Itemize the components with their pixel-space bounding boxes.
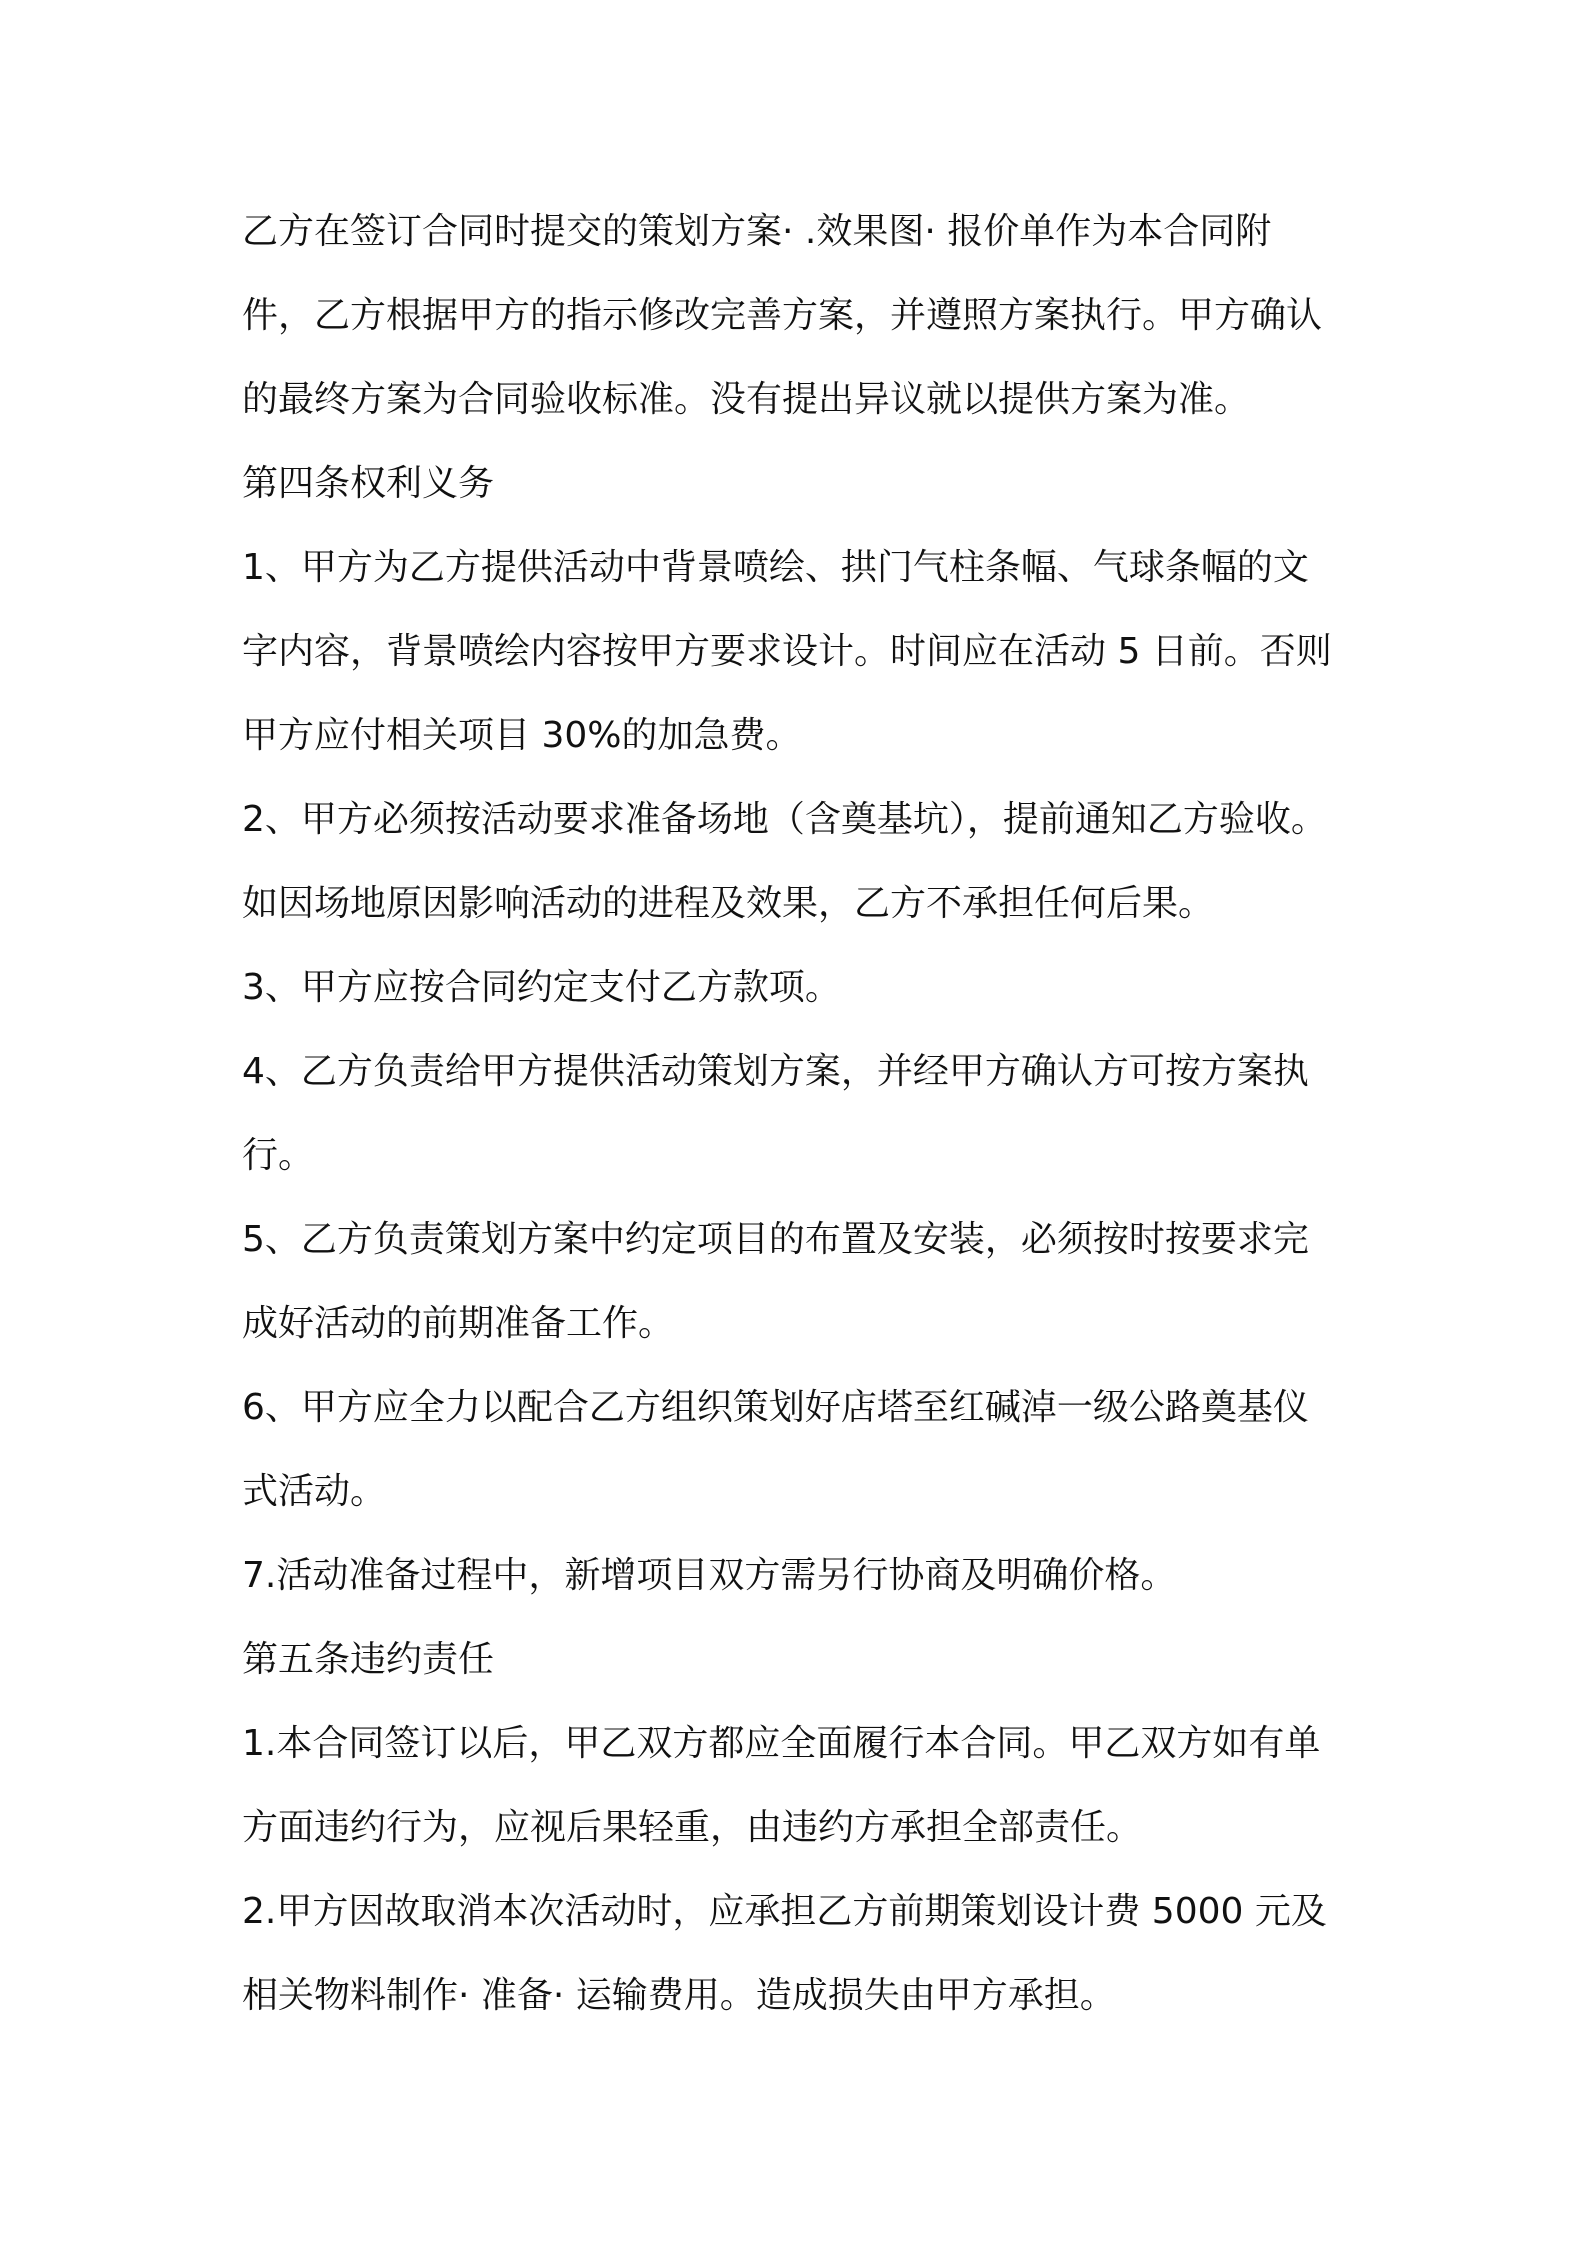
paragraph-line: 2、甲方必须按活动要求准备场地（含奠基坑），提前通知乙方验收。 [242, 799, 1327, 840]
document-body [242, 190, 1354, 2038]
paragraph-line: 的最终方案为合同验收标准。没有提出异议就以提供方案为准。 [242, 379, 1251, 420]
section-heading: 第四条权利义务 [242, 463, 495, 504]
paragraph-line: 式活动。 [242, 1471, 387, 1512]
section-heading: 第五条违约责任 [242, 1639, 495, 1680]
paragraph-line: 方面违约行为，应视后果轻重，由违约方承担全部责任。 [242, 1807, 1143, 1848]
paragraph-line: 3、甲方应按合同约定支付乙方款项。 [242, 967, 841, 1008]
paragraph-line: 5、乙方负责策划方案中约定项目的布置及安装，必须按时按要求完 [242, 1219, 1309, 1260]
paragraph-line: 件，乙方根据甲方的指示修改完善方案，并遵照方案执行。甲方确认 [242, 295, 1323, 336]
paragraph-line: 如因场地原因影响活动的进程及效果，乙方不承担任何后果。 [242, 883, 1215, 924]
paragraph-line: 乙方在签订合同时提交的策划方案· .效果图· 报价单作为本合同附 [242, 211, 1272, 252]
paragraph-line: 甲方应付相关项目 30%的加急费。 [242, 715, 802, 756]
paragraph-line: 成好活动的前期准备工作。 [242, 1303, 675, 1344]
paragraph-line: 相关物料制作· 准备· 运输费用。造成损失由甲方承担。 [242, 1975, 1116, 2016]
paragraph-line: 7.活动准备过程中，新增项目双方需另行协商及明确价格。 [242, 1555, 1177, 1596]
paragraph-line: 2.甲方因故取消本次活动时，应承担乙方前期策划设计费 5000 元及 [242, 1891, 1327, 1932]
paragraph-line: 1.本合同签订以后，甲乙双方都应全面履行本合同。甲乙双方如有单 [242, 1723, 1321, 1764]
paragraph-line: 行。 [242, 1135, 315, 1176]
paragraph-line: 字内容，背景喷绘内容按甲方要求设计。时间应在活动 5 日前。否则 [242, 631, 1332, 672]
paragraph-line: 4、乙方负责给甲方提供活动策划方案，并经甲方确认方可按方案执 [242, 1051, 1309, 1092]
paragraph-line: 1、甲方为乙方提供活动中背景喷绘、拱门气柱条幅、气球条幅的文 [242, 547, 1309, 588]
paragraph-line: 6、甲方应全力以配合乙方组织策划好店塔至红碱淖一级公路奠基仪 [242, 1387, 1309, 1428]
